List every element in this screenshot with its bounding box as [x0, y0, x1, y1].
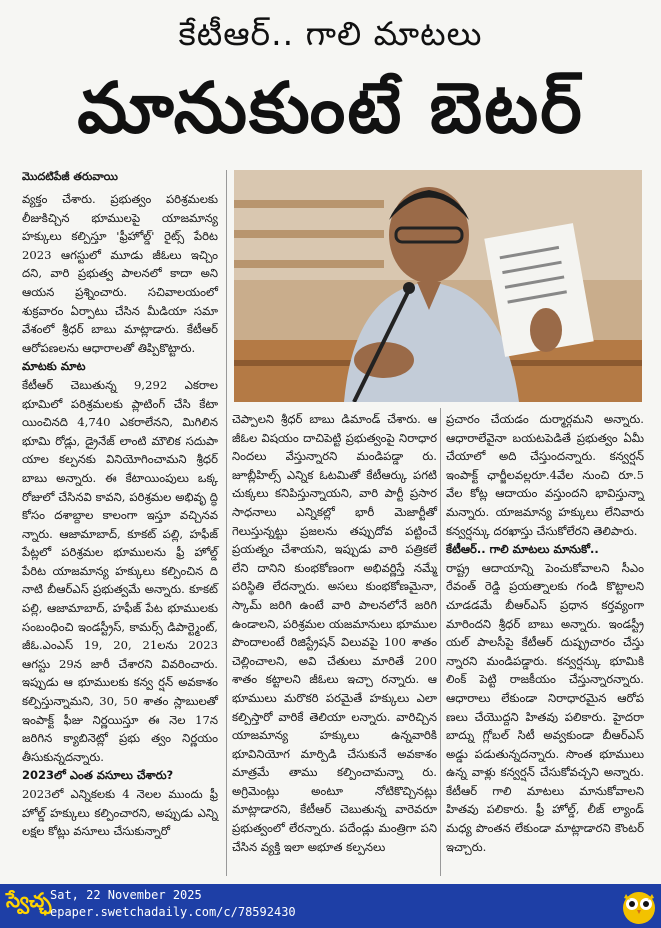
headline-line-2: మానుకుంటే బెటర్ [77, 67, 584, 149]
section-subheading: కేటీఆర్.. గాలి మాటలు మానుకో.. [446, 542, 599, 557]
article-paragraph: చెప్పాలని శ్రీధర్ బాబు డిమాండ్ చేశారు. ఆ జీఓల విషయం దాచిపెట్టి ప్రభుత్వంపై నిరాధార నిందలు వేస్తున్నారని మండిపడ్డా రు. జూబ్లీహిల్స్ ఎన్నిక ఓటమితో కేటీఆర్కు పగటి చుక్కలు కనిపిస్తున్నాయని, వారి పార్టీ ప్రసార సాధనాలు ఎన్నికల్లో భారీ మెజార్టీతో గెలుస్తున్నట్టు ప్రజలను తప్పుదోవ పట్టించే ప్రయత్నం చేశాయని, ఇప్పుడు వారి పత్రికలే లేని దానిని కుంభకోణంగా అభివర్ణిస్తే నమ్మే పరిస్థితి లేదన్నారు. అసలు కుంభకోణమైనా, స్కామ్ జరిగి ఉంటే వారి పాలనలోనే జరిగి ఉండాలని, పరిశ్రమల యజమానులు భూముల పొందాలంటే రిజిస్ట్రేషన్ విలువపై 100 శాతం చెల్లించాలని, అవి చేతులు మారితే 200 శాతం కట్టాలని జీఓలు ఇచ్చా రన్నారు. ఆ భూములు మరొకరి పరమైతే హక్కులు ఎలా కల్పిస్తారో వారికే తెలియా లన్నారు. వారిచ్చిన యాజమాన్య హక్కులు ఉన్నవారికి భూవినియోగ మార్పిడి చేసుకునే అవకాశం మాత్రమే తాము కల్పించామన్నా రు. అగ్రిమెంట్లు అంటూ నోటికొచ్చినట్లు మాట్లాడారని, కేటీఆర్ చెబుతున్న వారెవరూ ప్రభుత్వంలో లేరన్నారు. పదేండ్లు మంత్రిగా పని చేసిన వ్యక్తి ఇలా అభూత కల్పనలు [232, 412, 437, 854]
section-subheading: 2023లో ఎంత వసూలు చేశారు? [22, 768, 174, 783]
article-paragraph: వ్యక్తం చేశారు. ప్రభుత్వం పరిశ్రమలకు లీజుకిచ్చిన భూములపై యాజమాన్య హక్కులు కల్పిస్తూ 'ఫ్రీహోల్డ్' రైట్స్ పేరిట 2023 ఆగస్టులో మూడు జీఓలు ఇచ్చిం దని, వారి ప్రభుత్వ పాలనలో కాదా అని ఆయన ప్రశ్నించారు. సచివాలయంలో శుక్రవారం ఏర్పాటు చేసిన మీడియా సమా వేశంలో శ్రీధర్ బాబు మాట్లాడారు. కేటీఆర్ ఆరోపణలను ఆధారాలతో తిప్పికొట్టారు. [22, 192, 218, 355]
article-photo [234, 170, 642, 402]
continued-label: మొదటిపేజీ తరువాయి [22, 170, 118, 183]
article-column-2 [232, 410, 437, 856]
epaper-link[interactable]: epaper.swetchadaily.com/c/78592430 [50, 905, 296, 919]
article-paragraph: ప్రచారం చేయడం దుర్మార్గమని అన్నారు. ఆధారాలేవైనా బయటపెడితే ప్రభుత్వం ఏమీ చేయాలో అది చేస్తుందన్నారు. కన్వర్షన్ ఇంపాక్ట్ ఛార్జీలవల్లరూ.4వేల నుంచి రూ.5 వేల కోట్ల ఆదాయం వస్తుందని భావిస్తున్నా మన్నారు. యాజమాన్య హక్కులు లేనివారు కన్వర్షన్కు దరఖాస్తు చేసుకోలేరని తెలిపారు. [446, 412, 644, 538]
edition-date: Sat, 22 November 2025 [50, 888, 202, 902]
article-paragraph: కేటీఆర్ చెబుతున్న 9,292 ఎకరాల భూమిలో పరిశ్రమలకు ప్లాటింగ్ చేసి కేటా యించినది 4,740 ఎకరాలేనని, మిగిలిన భూమి రోడ్లు, డ్రైనేజ్ లాంటి మౌలిక సదుపా యాల కల్పనకు వినియోగించామని శ్రీధర్ బాబు అన్నారు. ఈ కేటాయింపులు ఒక్క రోజులో చేసినవి కావని, పరిశ్రమల అభివృ ద్ధి కోసం దశాబ్దాల కాలంగా ఇస్తూ వచ్చినవ న్నారు. ఆజామాబాద్, కూకట్ పల్లి, హఫీజ్ పేట్లలో పరిశ్రమల భూములను ఫ్రీ హోల్డ్ పేరిట యాజమాన్య హక్కులు కల్పించిన ది నాటి బీఆర్ఎస్ ప్రభుత్వమే అన్నారు. కూకట్ పల్లి, ఆజామాబాద్, హఫీజ్ పేట భూములకు సంబంధించి ఇండస్ట్రీస్, కామర్స్ డిపార్ట్మెంట్, జీఓ.ఎంఎస్ 19, 20, 21లను 2023 ఆగస్టు 29న జారీ చేశారని వివరించారు. ఇప్పుడు ఆ భూములకు కన్వ ర్షన్ అవకాశం కల్పిస్తున్నామని, 30, 50 శాతం స్లాబులతో ఇంపాక్ట్ ఫీజు నిర్ణయిస్తూ ఈ నెల 17న జరిగిన క్యాబినెట్లో ప్రభు త్వం నిర్ణయం తీసుకున్నదన్నారు. [22, 377, 218, 764]
article-column-1 [22, 190, 218, 841]
column-divider [440, 408, 441, 876]
minister-photo-illustration [234, 170, 642, 402]
article-paragraph: రాష్ట్ర ఆదాయాన్ని పెంచుకోవాలని సీఎం రేవంత్ రెడ్డి ప్రయత్నాలకు గండి కొట్టాలని చూడడమే బీఆర్ఎస్ ప్రధాన కర్తవ్యంగా మారిందని శ్రీధర్ బాబు అన్నారు. ఇండస్ట్రీ యల్ పాలసీపై కేటీఆర్ దుష్ప్రచారం చేస్తు న్నారని మండిపడ్డారు. కన్వర్షన్కు భూమికి లింక్ పెట్టి రాజకీయం చేస్తున్నారన్నారు. ఆధారాలు లేకుండా నిరాధారమైన ఆరోప ణలు చేయొద్దని హితవు పలికారు. హైదరా బాద్ను గ్లోబల్ సిటీ అవ్వకుండా బీఆర్ఎస్ అడ్డు పడుతున్నదన్నారు. సొంత భూములు ఉన్న వాళ్లు కన్వర్షన్ చేసుకోవచ్చని అన్నారు. కేటీఆర్ గాలి మాటలు మానుకోవాలని హితవు పలికారు. ఫ్రీ హోల్డ్, లీజ్ ల్యాండ్ మధ్య పొంతన లేకుండా మాట్లాడారని కౌంటర్ ఇచ్చారు. [446, 560, 644, 854]
owl-icon [620, 886, 658, 926]
section-subheading: మాటకు మాట [22, 359, 86, 374]
article-column-3 [446, 410, 644, 856]
brand-logo[interactable]: స్వేచ్ఛ [6, 888, 52, 912]
footer-bar [0, 884, 661, 928]
column-divider [226, 170, 227, 876]
article-paragraph: 2023లో ఎన్నికలకు 4 నెలల ముందు ఫ్రీ హోల్డ్ హక్కులు కల్పించారని, అప్పుడు ఎన్ని లక్షల కోట్లు వసూలు చేసుకున్నారో [22, 787, 218, 839]
headline-line-1: కేటీఆర్.. గాలి మాటలు [178, 14, 483, 53]
